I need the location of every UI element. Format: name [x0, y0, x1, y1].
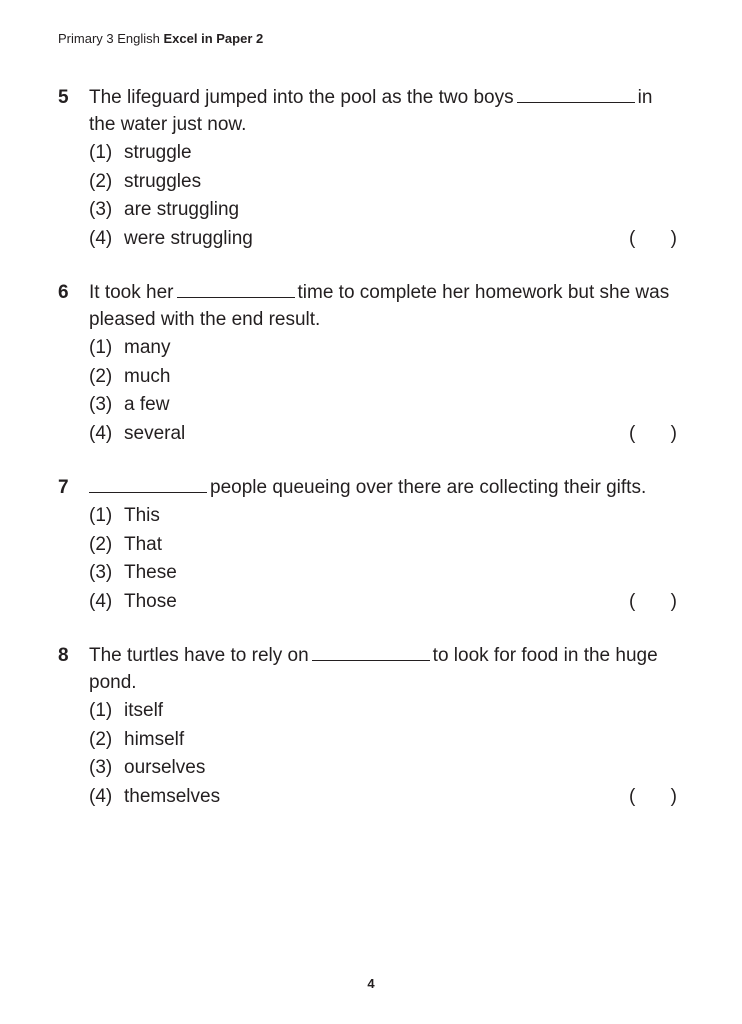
question-number: 7 — [58, 477, 69, 498]
option-text: Those — [124, 590, 177, 612]
header-title: Excel in Paper 2 — [163, 31, 264, 46]
options-list — [89, 139, 680, 253]
option-1 — [89, 139, 680, 168]
option-text: a few — [124, 394, 170, 415]
options-list — [89, 334, 680, 448]
option-text: That — [124, 533, 163, 555]
option-text: were struggling — [124, 227, 253, 249]
option-text: This — [124, 505, 160, 526]
option-3 — [89, 196, 680, 225]
option-text: itself — [124, 700, 164, 721]
option-number: (3) — [89, 394, 113, 415]
question-7 — [58, 474, 680, 616]
option-1 — [89, 502, 680, 531]
stem-after: people queueing over there are collecting their gifts. — [210, 477, 647, 498]
question-5 — [58, 84, 680, 253]
question-number: 5 — [58, 87, 69, 108]
answer-box[interactable] — [629, 588, 677, 617]
question-stem — [89, 279, 680, 333]
options-list — [89, 502, 680, 616]
answer-box[interactable] — [629, 783, 677, 812]
options-list — [89, 697, 680, 811]
option-number: (3) — [89, 199, 113, 220]
option-number: (4) — [89, 590, 113, 612]
answer-blank[interactable] — [89, 475, 207, 493]
option-text: himself — [124, 728, 185, 750]
answer-close-paren: ) — [670, 785, 677, 807]
option-text: much — [124, 365, 171, 387]
option-4 — [89, 225, 680, 254]
option-number: (1) — [89, 700, 113, 721]
option-3 — [89, 391, 680, 420]
option-text: several — [124, 422, 186, 444]
option-number: (1) — [89, 142, 113, 163]
option-2 — [89, 726, 680, 755]
option-number: (4) — [89, 785, 113, 807]
answer-box[interactable] — [629, 225, 677, 254]
option-text: many — [124, 337, 171, 358]
option-number: (2) — [89, 533, 113, 555]
option-2 — [89, 531, 680, 560]
stem-before: The turtles have to rely on — [89, 645, 309, 666]
answer-open-paren: ( — [629, 590, 636, 612]
option-text: are struggling — [124, 199, 240, 220]
option-number: (1) — [89, 505, 113, 526]
question-number: 6 — [58, 282, 69, 303]
page-number: 4 — [367, 976, 375, 991]
option-text: ourselves — [124, 757, 206, 778]
question-stem — [89, 474, 680, 501]
option-4 — [89, 783, 680, 812]
option-number: (3) — [89, 757, 113, 778]
option-text: These — [124, 562, 177, 583]
answer-blank[interactable] — [177, 280, 295, 298]
stem-before: It took her — [89, 282, 174, 303]
answer-close-paren: ) — [670, 590, 677, 612]
option-text: struggles — [124, 170, 202, 192]
option-number: (2) — [89, 170, 113, 192]
answer-blank[interactable] — [517, 85, 635, 103]
question-6 — [58, 279, 680, 448]
option-2 — [89, 168, 680, 197]
option-number: (3) — [89, 562, 113, 583]
question-stem — [89, 642, 680, 696]
option-number: (1) — [89, 337, 113, 358]
option-1 — [89, 334, 680, 363]
option-number: (4) — [89, 422, 113, 444]
option-3 — [89, 559, 680, 588]
stem-after: in the water just now. — [89, 87, 653, 135]
option-4 — [89, 420, 680, 449]
option-number: (2) — [89, 728, 113, 750]
stem-after: to look for food in the huge pond. — [89, 645, 658, 693]
option-1 — [89, 697, 680, 726]
header-prefix: Primary 3 English — [58, 31, 160, 46]
question-number: 8 — [58, 645, 69, 666]
answer-close-paren: ) — [670, 422, 677, 444]
option-4 — [89, 588, 680, 617]
option-text: themselves — [124, 785, 221, 807]
answer-box[interactable] — [629, 420, 677, 449]
answer-open-paren: ( — [629, 227, 636, 249]
answer-open-paren: ( — [629, 785, 636, 807]
option-2 — [89, 363, 680, 392]
answer-open-paren: ( — [629, 422, 636, 444]
option-number: (4) — [89, 227, 113, 249]
question-8 — [58, 642, 680, 811]
page-header — [58, 31, 263, 46]
answer-blank[interactable] — [312, 643, 430, 661]
answer-close-paren: ) — [670, 227, 677, 249]
question-stem — [89, 84, 680, 138]
option-3 — [89, 754, 680, 783]
option-text: struggle — [124, 142, 192, 163]
stem-after: time to complete her homework but she was pleased with the end result. — [89, 282, 670, 330]
option-number: (2) — [89, 365, 113, 387]
stem-before: The lifeguard jumped into the pool as the two boys — [89, 87, 514, 108]
